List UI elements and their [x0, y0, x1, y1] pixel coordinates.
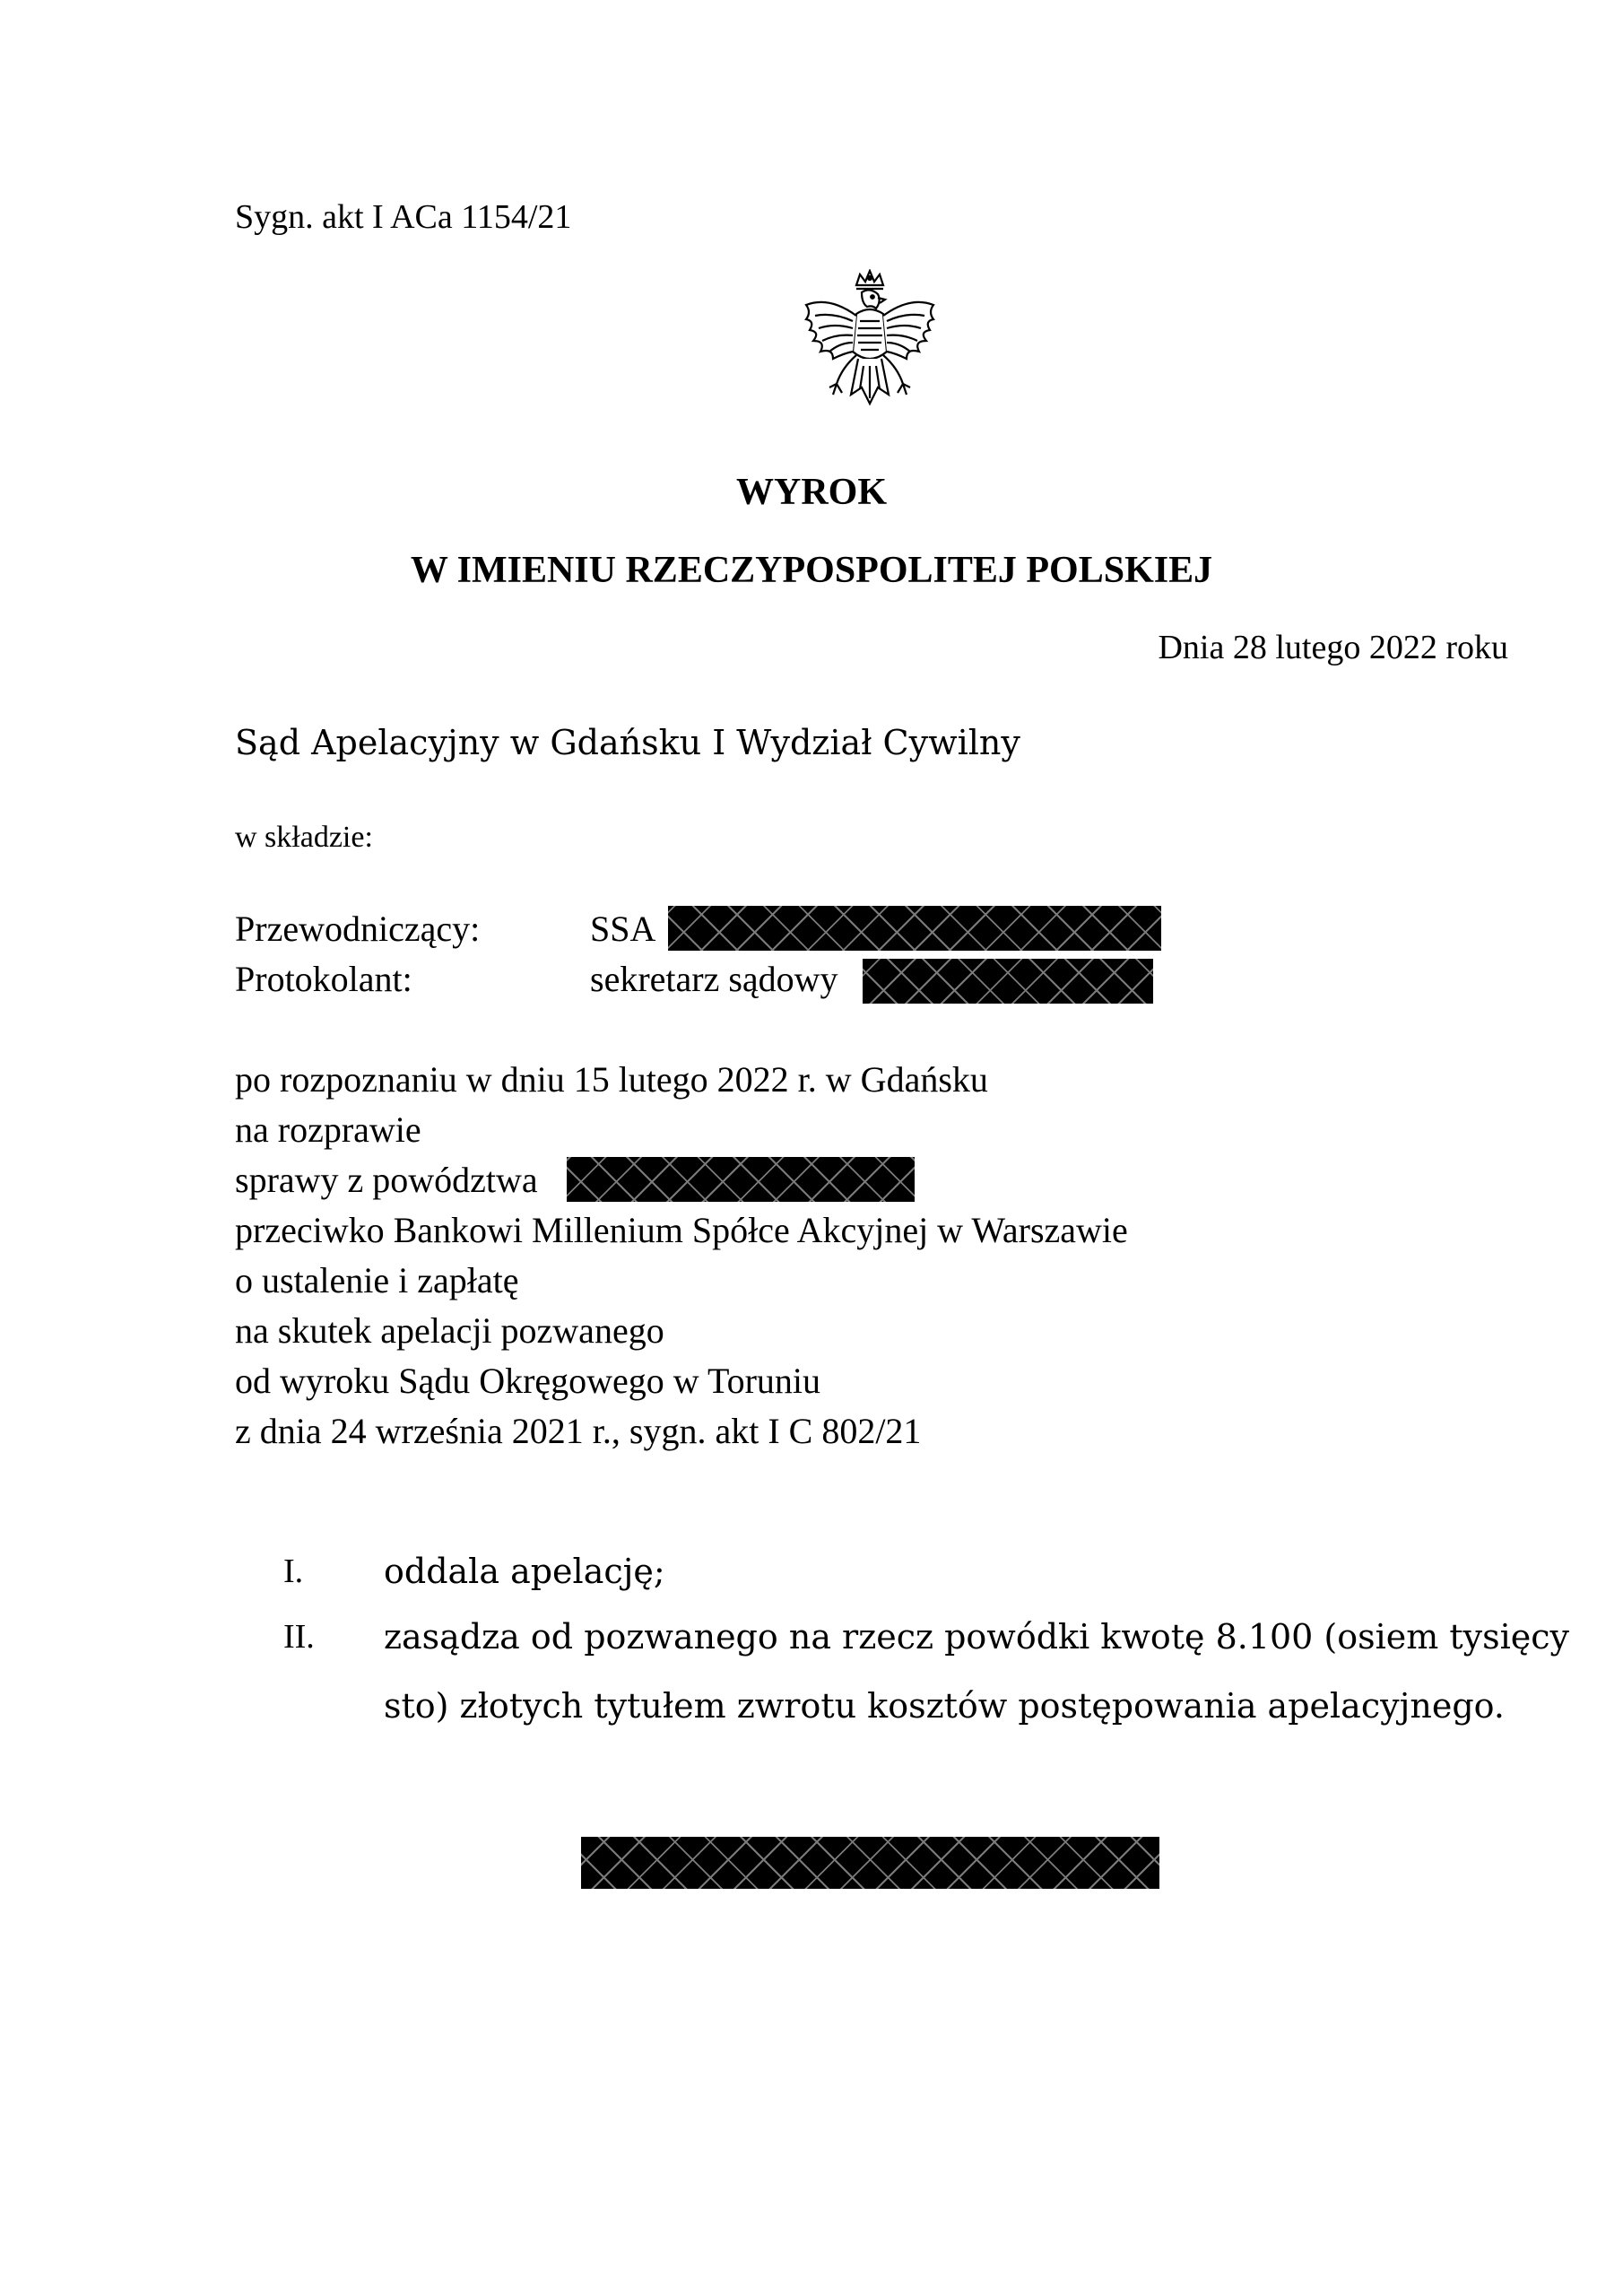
judgment-date: Dnia 28 lutego 2022 roku: [1158, 629, 1508, 666]
proceedings-line: po rozpoznaniu w dniu 15 lutego 2022 r. w Gdańsku: [235, 1059, 988, 1100]
proceedings-line: na rozprawie: [235, 1109, 421, 1150]
clerk-value: sekretarz sądowy: [590, 959, 838, 999]
case-reference: Sygn. akt I ACa 1154/21: [235, 198, 572, 236]
chair-value: SSA: [590, 909, 656, 949]
redaction-judge: [668, 906, 1161, 951]
eagle-emblem-icon: [794, 269, 946, 430]
redaction-signature: [581, 1837, 1159, 1889]
proceedings-line: z dnia 24 września 2021 r., sygn. akt I C 802/21: [235, 1411, 922, 1451]
proceedings-line: od wyroku Sądu Okręgowego w Toruniu: [235, 1361, 821, 1401]
chair-label: Przewodniczący:: [235, 909, 481, 949]
verdict-item-number: I.: [283, 1552, 304, 1590]
verdict-item-text: zasądza od pozwanego na rzecz powódki kwotę 8.100 (osiem tysięcy: [384, 1617, 1570, 1657]
court-name: Sąd Apelacyjny w Gdańsku I Wydział Cywilny: [235, 723, 1020, 762]
proceedings-line: sprawy z powództwa: [235, 1160, 538, 1200]
verdict-item-number: II.: [283, 1618, 315, 1656]
verdict-item-text-continued: sto) złotych tytułem zwrotu kosztów postępowania apelacyjnego.: [384, 1686, 1505, 1726]
proceedings-line: przeciwko Bankowi Millenium Spółce Akcyjnej w Warszawie: [235, 1210, 1128, 1250]
composition-label: w składzie:: [235, 821, 373, 854]
document-subtitle: W IMIENIU RZECZYPOSPOLITEJ POLSKIEJ: [410, 550, 1213, 591]
document-title: WYROK: [736, 472, 887, 513]
redaction-clerk: [863, 959, 1153, 1004]
clerk-label: Protokolant:: [235, 959, 412, 999]
verdict-item-text: oddala apelację;: [384, 1552, 665, 1591]
proceedings-line: o ustalenie i zapłatę: [235, 1260, 519, 1300]
proceedings-line: na skutek apelacji pozwanego: [235, 1310, 664, 1351]
redaction-plaintiff: [567, 1157, 915, 1202]
